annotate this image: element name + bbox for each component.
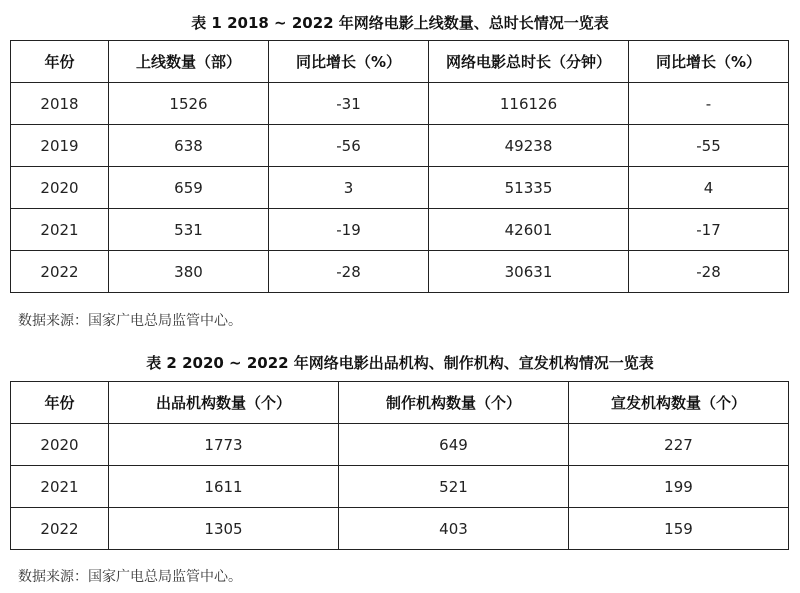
table-cell: 649 xyxy=(339,424,569,466)
table2-header-producers: 出品机构数量（个） xyxy=(109,382,339,424)
table-row xyxy=(11,508,789,550)
table-cell: 380 xyxy=(109,251,269,293)
table-row xyxy=(11,167,789,209)
table-cell: 42601 xyxy=(429,209,629,251)
table-cell: 2020 xyxy=(11,167,109,209)
table-cell: -28 xyxy=(629,251,789,293)
table-row xyxy=(11,466,789,508)
table-row xyxy=(11,125,789,167)
table-cell: 403 xyxy=(339,508,569,550)
table-cell: -19 xyxy=(269,209,429,251)
table2-source-note: 数据来源：国家广电总局监管中心。 xyxy=(18,569,242,585)
table-row xyxy=(11,251,789,293)
table-cell: -56 xyxy=(269,125,429,167)
table2 xyxy=(10,381,789,550)
table1-header-release-count: 上线数量（部） xyxy=(109,41,269,83)
table-cell: 2021 xyxy=(11,209,109,251)
table-cell: - xyxy=(629,83,789,125)
table-cell: 30631 xyxy=(429,251,629,293)
table-cell: 2020 xyxy=(11,424,109,466)
table2-header-production-companies: 制作机构数量（个） xyxy=(339,382,569,424)
table-cell: 638 xyxy=(109,125,269,167)
table1-header-row xyxy=(11,41,789,83)
table-row xyxy=(11,83,789,125)
table1-caption: 表 1 2018 ~ 2022 年网络电影上线数量、总时长情况一览表 xyxy=(191,14,609,32)
table-row xyxy=(11,209,789,251)
table-cell: 116126 xyxy=(429,83,629,125)
table-cell: 2022 xyxy=(11,251,109,293)
table1 xyxy=(10,40,789,293)
table-cell: 2019 xyxy=(11,125,109,167)
table2-header-row xyxy=(11,382,789,424)
table-cell: 3 xyxy=(269,167,429,209)
table-cell: 1305 xyxy=(109,508,339,550)
table-cell: 1773 xyxy=(109,424,339,466)
table-cell: 531 xyxy=(109,209,269,251)
table2-header-year: 年份 xyxy=(11,382,109,424)
table-cell: -17 xyxy=(629,209,789,251)
table-cell: 51335 xyxy=(429,167,629,209)
table-cell: 2021 xyxy=(11,466,109,508)
table1-header-duration-yoy: 同比增长（%） xyxy=(629,41,789,83)
table-cell: 1526 xyxy=(109,83,269,125)
table-cell: -28 xyxy=(269,251,429,293)
table-cell: 2018 xyxy=(11,83,109,125)
table1-source-note: 数据来源：国家广电总局监管中心。 xyxy=(18,313,242,329)
table1-header-total-duration: 网络电影总时长（分钟） xyxy=(429,41,629,83)
table-cell: 4 xyxy=(629,167,789,209)
table-cell: 227 xyxy=(569,424,789,466)
table1-header-year: 年份 xyxy=(11,41,109,83)
table-cell: 521 xyxy=(339,466,569,508)
table-row xyxy=(11,424,789,466)
table2-caption: 表 2 2020 ~ 2022 年网络电影出品机构、制作机构、宣发机构情况一览表 xyxy=(146,354,654,372)
table-cell: 2022 xyxy=(11,508,109,550)
table-cell: -31 xyxy=(269,83,429,125)
table-cell: 1611 xyxy=(109,466,339,508)
table-cell: 49238 xyxy=(429,125,629,167)
table-cell: 659 xyxy=(109,167,269,209)
table2-header-distributors: 宣发机构数量（个） xyxy=(569,382,789,424)
table1-header-count-yoy: 同比增长（%） xyxy=(269,41,429,83)
table-cell: 159 xyxy=(569,508,789,550)
table-cell: 199 xyxy=(569,466,789,508)
table-cell: -55 xyxy=(629,125,789,167)
